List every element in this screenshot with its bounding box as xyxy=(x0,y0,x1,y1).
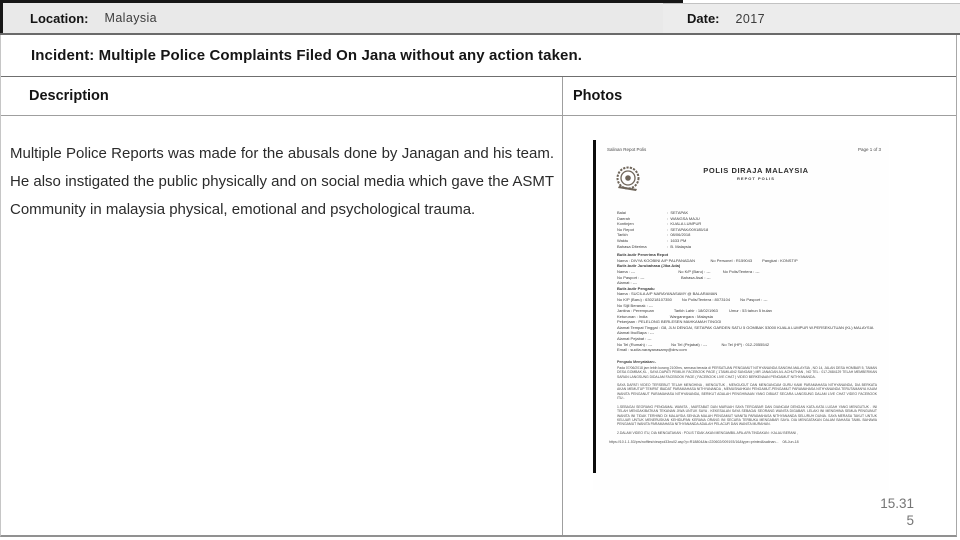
doc-paragraphs xyxy=(593,366,889,435)
doc-line: Alamat Ibu/Bapa : --- xyxy=(617,330,654,336)
doc-header xyxy=(593,140,889,152)
photos-header-cell xyxy=(563,77,956,116)
description-header: Description xyxy=(29,88,109,104)
doc-info-fields xyxy=(593,210,889,249)
date-value: 2017 xyxy=(735,11,765,26)
doc-paragraph: SAYA DAPATI VIDEO TERSEBUT TELAH MENGHINA , MENGUTUK , MENGUGUT DAN MENGANCAM GURU KAMI PARAMAHASA NITHYANANDA, DIA BERKATA AKAN MEMUTUP TEMPAT IBADAT PARAMAHASA NITHYANANDA , MEMUSNAHKAN PENGAMUT-PENGAMUT PARAMAHASA NITHYANANDA TERUTAMANYA KAUM WANITA PENGANUT PARAMAHASA NITHYANANDA, BERIKUT ADALAH PENGHINAAN YANG DIBUAT SECARA LANGSUNG DALAM LIVE CHAT VIDEO FACEBOOK ITU:- xyxy=(617,383,877,401)
doc-header-left: Salinan Repot Polis xyxy=(607,147,647,152)
description-header-cell xyxy=(1,77,563,116)
doc-line: Email : sucila.narayanasamy@dnv.com xyxy=(617,347,687,353)
date-label: Date: xyxy=(687,11,720,26)
doc-line: Nama : --- No K/P (Baru) : --- No Polis/Tentera : --- xyxy=(617,268,760,274)
doc-line: Keturunan : India Warganegara : Malaysia xyxy=(617,313,713,319)
police-crest-icon xyxy=(615,166,641,198)
incident-row xyxy=(1,35,956,77)
incident-table xyxy=(0,35,957,537)
doc-field-row: Balai : SETAPAK xyxy=(617,210,689,215)
doc-line: Nama : DIVYA KOOBINI A/P PALPANADAN No Personel : R159043 Pangkat : KONST/P xyxy=(617,257,798,263)
doc-body-lines xyxy=(593,252,889,353)
doc-line: Jantina : Perempuan Tarikh Lahir : 18/02/1963 Umur : 53 tahun 5 bulan xyxy=(617,308,772,314)
doc-paragraph: 2.DALAM VIDEO ITU, DIA MENGATAKAN : POLIS TIDAK AKAN MENGAMBIL APA-APA TINDAKAN : KALAU BERANI , xyxy=(617,430,798,435)
incident-title: Incident: Multiple Police Complaints Filed On Jana without any action taken. xyxy=(31,47,582,64)
doc-line: Alamat Tempat Tinggal : G8, JLN DENGAI, SETAPAK GARDEN SATU 5 GOMBAK 53000 KUALA LUMPUR W.PERSEKUTUAN (KL) MALAYSIA xyxy=(617,324,874,330)
doc-field-row: Waktu : 1633 PM xyxy=(617,237,687,243)
footer-meta xyxy=(824,495,914,529)
doc-line: Butir-butir Jurubahasa (Jika Ada) xyxy=(617,263,681,269)
doc-line: Butir-butir Penerima Repot xyxy=(617,252,669,258)
doc-line: No Tel (Rumah) : --- No Tel (Pejabat) : --- No Tel (HP) : 012-2055542 xyxy=(617,341,770,347)
description-text: Multiple Police Reports was made for the abusals done by Janagan and his team. He also instigated the public physically and on social media which gave the ASMT Community in malaysia physical, emotional and psychological trauma. xyxy=(10,145,554,218)
location-value: Malaysia xyxy=(104,11,158,25)
date-bar xyxy=(663,3,960,33)
photos-cell xyxy=(563,116,956,535)
police-report-photo xyxy=(593,140,889,490)
location-bar xyxy=(0,0,683,33)
doc-title-block xyxy=(593,166,889,200)
doc-field-row: Kontinjen : KUALA LUMPUR xyxy=(617,221,702,227)
doc-subtitle: REPOT POLIS xyxy=(737,176,775,181)
doc-paragraph: 1.SEBAGAI SEORANG PENGAMAL WANITA , MARTABAT DAN MARUAH SAYA TERCABAR DAN DIANCAM DENGAN KATA-KATA LUGAH YANG MENGUTUK . INI TELAH MENGAKIBATKAN TEKANAN JIWA UNTUK SAYA . KEKESALAN SAYA SEBAGAI SEORANG WANITA DIGABAR. LELAKI INI MENGHINA SEMUA PENGUNUT WANITA INI TIDAK TERHIND DI MALAYSIA SEHAJA MALAH PENGAMUT WANITA PARAMAHASA NITHYANANDA SELURUH DUNIA. SAYA MERASA TAKUT UNTUK KELUAR UNTUK MENERUSKAN KEHIDUPAN KERANA ORANG INI SECARA TERBUKA MENGABAR SAYA. DIA MENGATAKAN DALAM BAHASA TAMIL BAHAWA PENGAMUT WANITA PARAMAHASA NITHYANANDA ADALAH PELACUR DAN WANITA MURAHAN. xyxy=(617,404,877,427)
doc-line: Nama : SUCILA A/P NARAYANASAMY @ BALARAMAN xyxy=(617,291,718,297)
description-cell xyxy=(1,116,563,535)
doc-line: No Sijil Beranak : --- xyxy=(617,302,653,308)
doc-field-row: Daerah : WANGSA MAJU xyxy=(617,215,700,221)
doc-line: Alamat : --- xyxy=(617,280,637,286)
location-label: Location: xyxy=(30,10,89,26)
doc-line: No K/P (Baru) : 630218107350 No Polis/Tentera : 8073104 No Pasport : --- xyxy=(617,296,768,302)
doc-line: Pekerjaan : PELELONG BERLESEN MAHKAMAH TINGGI xyxy=(617,319,722,325)
doc-paragraph: Pada 07/06/2018 jam lebih kurang 2100hrs, semasa berada di PERSATUAN PENGAMUT NITHYANANDA SANGHA MALAYSIA , NO 14, JALAN DESA HOMBAR 5, TAMAN DESA GOMBAK,KL , SAYA DAPATI PEMILIK FACEBOOK PAGE ( 1TAMILAN2 SANGAM ) MR JANAGAN A/L ACHUTHAN , NO TEL : 017-2684129 TELAH MEMBERIKAN SARAN LANGSUNG DIDALAM FACEBOOK PAGE ( FACEBOOK LIVE CHAT ) VIDEO BERKENAAN PENGAMUT NITHYANANDA. xyxy=(617,365,877,379)
doc-field-row: Tarikh : 08/06/2018 xyxy=(617,232,691,238)
doc-line: Butir-butir Pengadu xyxy=(617,285,655,291)
doc-header-right: Page 1 of 3 xyxy=(857,147,881,152)
doc-field-row: Bahasa Diterima : B. Malaysia xyxy=(617,243,692,249)
slide-number: 5 xyxy=(906,513,914,528)
doc-line: No Pasport : --- Bahasa Asal : --- xyxy=(617,274,711,280)
doc-field-row: No Repot : SETAPAK/009185/18 xyxy=(617,226,709,232)
doc-line: Alamat Pejabat : --- xyxy=(617,336,652,342)
slide-time: 15.31 xyxy=(880,496,914,511)
doc-footer-url: https://10.1.1.53/prs/noffles/viewpol33null2.asp?p=R18804&ls=220602/009193/16&type=printed&salinan... 08-Jun-18 xyxy=(609,440,799,445)
doc-title: POLIS DIRAJA MALAYSIA xyxy=(703,166,809,175)
doc-statement-heading: Pengadu Menyatakan:- xyxy=(617,359,657,364)
photos-header: Photos xyxy=(573,88,623,104)
